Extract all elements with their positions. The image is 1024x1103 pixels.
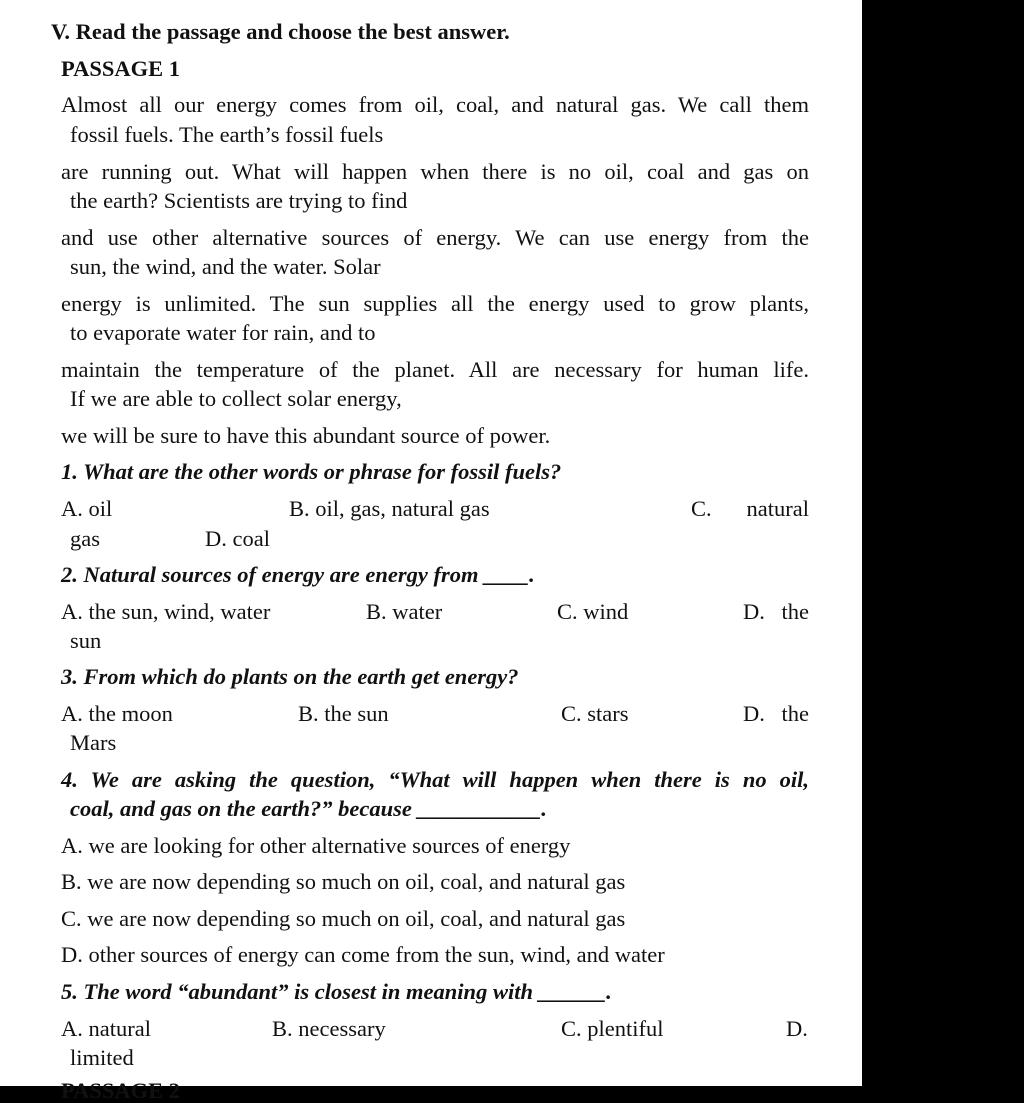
- question-1-stem: 1. What are the other words or phrase for fossil fuels?: [61, 459, 562, 484]
- question-3-option-a[interactable]: A. the moon: [61, 701, 173, 726]
- passage-line: fossil fuels. The earth’s fossil fuels: [70, 122, 384, 147]
- passage-title: PASSAGE 1: [61, 56, 180, 81]
- question-5-option-b[interactable]: B. necessary: [272, 1016, 386, 1041]
- question-3-option-d-continued: Mars: [70, 730, 117, 755]
- question-4-option-c[interactable]: C. we are now depending so much on oil, coal, and natural gas: [61, 906, 626, 931]
- question-2-option-a[interactable]: A. the sun, wind, water: [61, 599, 271, 624]
- question-1-option-d[interactable]: D. coal: [205, 526, 270, 551]
- question-5-option-d-continued: limited: [70, 1045, 134, 1070]
- question-5-stem: 5. The word “abundant” is closest in meaning with ______.: [61, 979, 612, 1004]
- section-heading: V. Read the passage and choose the best answer.: [51, 19, 510, 44]
- question-2-stem: 2. Natural sources of energy are energy from ____.: [61, 562, 535, 587]
- passage-line: maintain the temperature of the planet. All are necessary for human life.: [61, 357, 809, 382]
- passage-line: and use other alternative sources of energy. We can use energy from the: [61, 225, 809, 250]
- passage-line: Almost all our energy comes from oil, coal, and natural gas. We call them: [61, 92, 809, 117]
- question-2-option-d[interactable]: D. the: [743, 599, 809, 624]
- black-side-panel: [862, 0, 1024, 1086]
- question-1-option-a[interactable]: A. oil: [61, 496, 113, 521]
- question-1-option-c-continued: gas: [70, 526, 100, 551]
- question-2-option-b[interactable]: B. water: [366, 599, 443, 624]
- question-4-option-b[interactable]: B. we are now depending so much on oil, coal, and natural gas: [61, 869, 626, 894]
- question-5-option-c[interactable]: C. plentiful: [561, 1016, 664, 1041]
- passage-line: we will be sure to have this abundant source of power.: [61, 423, 551, 448]
- passage-line: are running out. What will happen when there is no oil, coal and gas on: [61, 159, 809, 184]
- question-4-option-d[interactable]: D. other sources of energy can come from the sun, wind, and water: [61, 942, 665, 967]
- question-4-stem: 4. We are asking the question, “What will happen when there is no oil,: [61, 767, 809, 792]
- question-4-option-a[interactable]: A. we are looking for other alternative sources of energy: [61, 833, 571, 858]
- question-1-option-b[interactable]: B. oil, gas, natural gas: [289, 496, 490, 521]
- question-3-option-c[interactable]: C. stars: [561, 701, 629, 726]
- passage-line: energy is unlimited. The sun supplies all the energy used to grow plants,: [61, 291, 809, 316]
- question-4-stem-continued: coal, and gas on the earth?” because ___________.: [70, 796, 547, 821]
- next-passage-title: PASSAGE 2: [61, 1078, 180, 1103]
- passage-line: the earth? Scientists are trying to find: [70, 188, 408, 213]
- question-3-stem: 3. From which do plants on the earth get energy?: [61, 664, 519, 689]
- question-3-option-b[interactable]: B. the sun: [298, 701, 389, 726]
- question-5-option-a[interactable]: A. natural: [61, 1016, 151, 1041]
- question-2-option-d-continued: sun: [70, 628, 102, 653]
- question-2-option-c[interactable]: C. wind: [557, 599, 629, 624]
- passage-line: sun, the wind, and the water. Solar: [70, 254, 381, 279]
- question-1-option-c[interactable]: C. natural: [691, 496, 809, 521]
- passage-line: If we are able to collect solar energy,: [70, 386, 402, 411]
- question-3-option-d[interactable]: D. the: [743, 701, 809, 726]
- question-5-option-d[interactable]: D.: [786, 1016, 808, 1041]
- passage-line: to evaporate water for rain, and to: [70, 320, 376, 345]
